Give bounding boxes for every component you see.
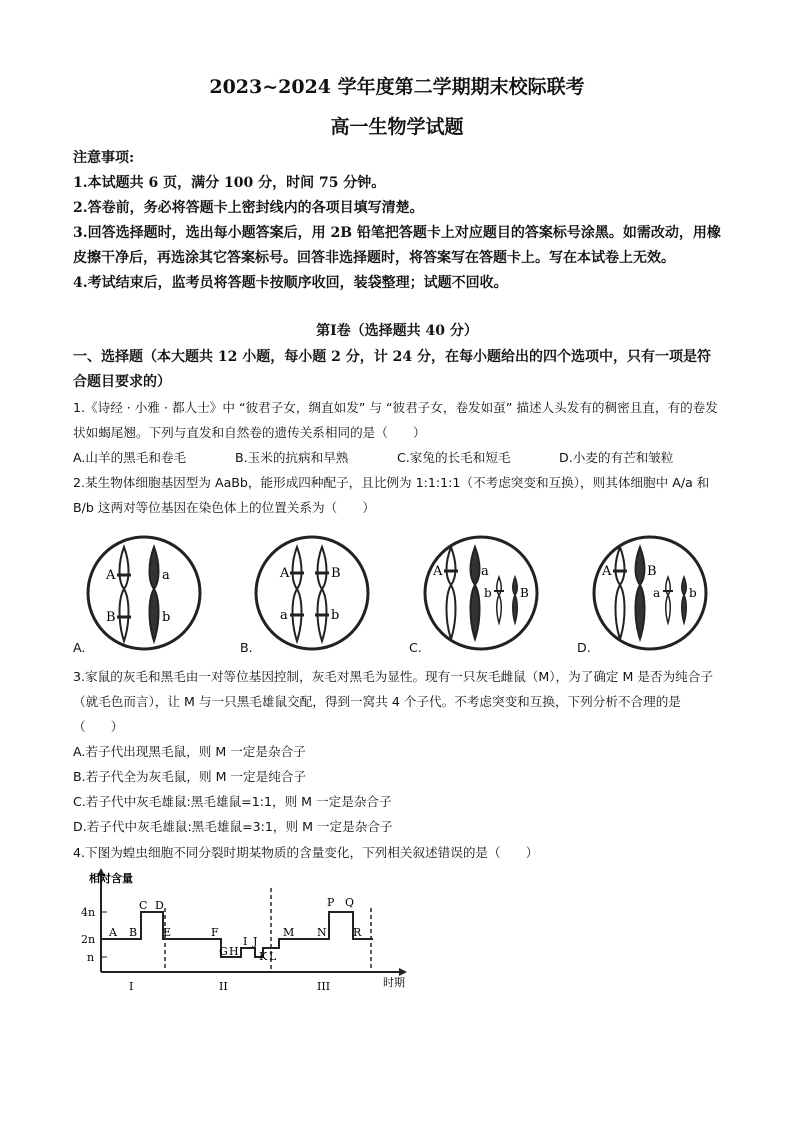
point-label: Q: [345, 896, 355, 909]
question-stem: 4.下图为蝗虫细胞不同分裂时期某物质的含量变化，下列相关叙述错误的是（ ）: [73, 845, 539, 860]
part-heading: 一、选择题（本大题共 12 小题，每小题 2 分，计 24 分，在每小题给出的四个选项中，只有一项是符合题目要求的）: [73, 349, 711, 390]
section-heading: 第Ⅰ卷（选择题共 40 分）: [316, 323, 478, 339]
point-label: I: [243, 935, 248, 948]
option-c-label: C.: [409, 640, 422, 655]
question-3: [73, 664, 723, 839]
gene-label: B: [520, 586, 529, 600]
option-d: D.若子代中灰毛雄鼠:黑毛雄鼠=3:1，则 M 一定是杂合子: [73, 819, 393, 834]
phase-label: III: [317, 980, 331, 993]
y-axis-label: 相对含量: [89, 872, 133, 885]
y-tick: n: [87, 951, 95, 964]
gene-label: a: [481, 564, 489, 579]
gene-label: a: [653, 586, 661, 600]
gene-label: B: [647, 564, 657, 579]
gene-label: A: [280, 566, 290, 581]
point-label: R: [353, 926, 362, 939]
question-stem: 1.《诗经 · 小雅 · 都人士》中 “彼君子女，绸直如发” 与 “彼君子女，卷发如虿” 描述人头发有的稠密且直，有的卷发状如蝎尾翘。下列与直发和自然卷的遗传关系相同的是（ ）: [73, 400, 718, 440]
point-label: F: [211, 926, 219, 939]
gene-label: A: [106, 568, 116, 583]
point-label: A: [109, 926, 117, 939]
question-stem: 2.某生物体细胞基因型为 AaBb，能形成四种配子，且比例为 1:1:1:1（不考虑突变和互换），则其体细胞中 A/a 和 B/b 这两对等位基因在染色体上的位置关系为（ ）: [73, 475, 710, 515]
option-a-label: A.: [73, 640, 86, 655]
notes-heading: 注意事项:: [73, 150, 135, 166]
y-tick: 4n: [81, 906, 96, 919]
point-label: G: [219, 945, 228, 958]
gene-label: b: [162, 610, 171, 625]
gene-label: B: [331, 566, 341, 581]
exam-subtitle: 高一生物学试题: [330, 116, 464, 138]
point-label: K: [259, 950, 268, 963]
question-options: [73, 445, 723, 470]
notes-block: [73, 146, 723, 296]
option-b: B.玉米的抗病和早熟: [235, 450, 349, 465]
point-label: B: [129, 926, 138, 939]
question-4: [73, 840, 723, 865]
option-d: D.小麦的有芒和皱粒: [559, 450, 674, 465]
gene-label: b: [689, 586, 697, 600]
note-item: 2.答卷前，务必将答题卡上密封线内的各项目填写清楚。: [73, 200, 424, 216]
question-stem: 3.家鼠的灰毛和黑毛由一对等位基因控制，灰毛对黑毛为显性。现有一只灰毛雌鼠（M），为了确定 M 是否为纯合子（就毛色而言），让 M 与一只黑毛雄鼠交配，得到一窝共 4 个子代。不考虑突变和互换，下列分析不合理的是（ ）: [73, 669, 713, 734]
gene-label: b: [331, 608, 340, 623]
y-tick: 2n: [81, 933, 96, 946]
question-1: [73, 395, 723, 470]
phase-label: I: [129, 980, 134, 993]
option-c: C.家兔的长毛和短毛: [397, 450, 511, 465]
gene-label: A: [602, 564, 612, 579]
option-d-label: D.: [577, 640, 591, 655]
gene-label: b: [484, 586, 492, 600]
point-label: P: [327, 896, 335, 909]
option-a: A.若子代出现黑毛鼠，则 M 一定是杂合子: [73, 744, 306, 759]
gene-label: A: [433, 564, 443, 579]
cell-diagram-c: [421, 533, 541, 653]
point-label: N: [317, 926, 327, 939]
note-item: 1.本试题共 6 页，满分 100 分，时间 75 分钟。: [73, 175, 386, 191]
cell-diagram-a: [84, 533, 204, 653]
option-c: C.若子代中灰毛雄鼠:黑毛雄鼠=1:1，则 M 一定是杂合子: [73, 794, 392, 809]
point-label: J: [253, 935, 258, 948]
note-item: 3.回答选择题时，选出每小题答案后，用 2B 铅笔把答题卡上对应题目的答案标号涂黑。如需改动，用橡皮擦干净后，再选涂其它答案标号。回答非选择题时，将答案写在答题卡上。写在本试卷上无效。: [73, 225, 721, 266]
question-2: [73, 470, 723, 520]
point-label: C: [139, 899, 148, 912]
point-label: E: [163, 926, 172, 939]
gene-label: B: [106, 610, 116, 625]
option-b-label: B.: [240, 640, 253, 655]
note-item: 4.考试结束后，监考员将答题卡按顺序收回，装袋整理；试题不回收。: [73, 275, 508, 291]
x-axis-label: 时期: [383, 976, 405, 989]
cell-diagram-d: [590, 533, 710, 653]
content-graph: [73, 868, 423, 1008]
point-label: D: [155, 899, 164, 912]
cell-diagram-b: [252, 533, 372, 653]
phase-label: II: [219, 980, 228, 993]
option-a: A.山羊的黑毛和卷毛: [73, 450, 187, 465]
option-b: B.若子代全为灰毛鼠，则 M 一定是纯合子: [73, 769, 307, 784]
point-label: H: [229, 945, 239, 958]
point-label: M: [283, 926, 295, 939]
point-label: L: [269, 950, 277, 963]
gene-label: a: [280, 608, 288, 623]
exam-title: 2023~2024 学年度第二学期期末校际联考: [209, 76, 585, 98]
gene-label: a: [162, 568, 170, 583]
